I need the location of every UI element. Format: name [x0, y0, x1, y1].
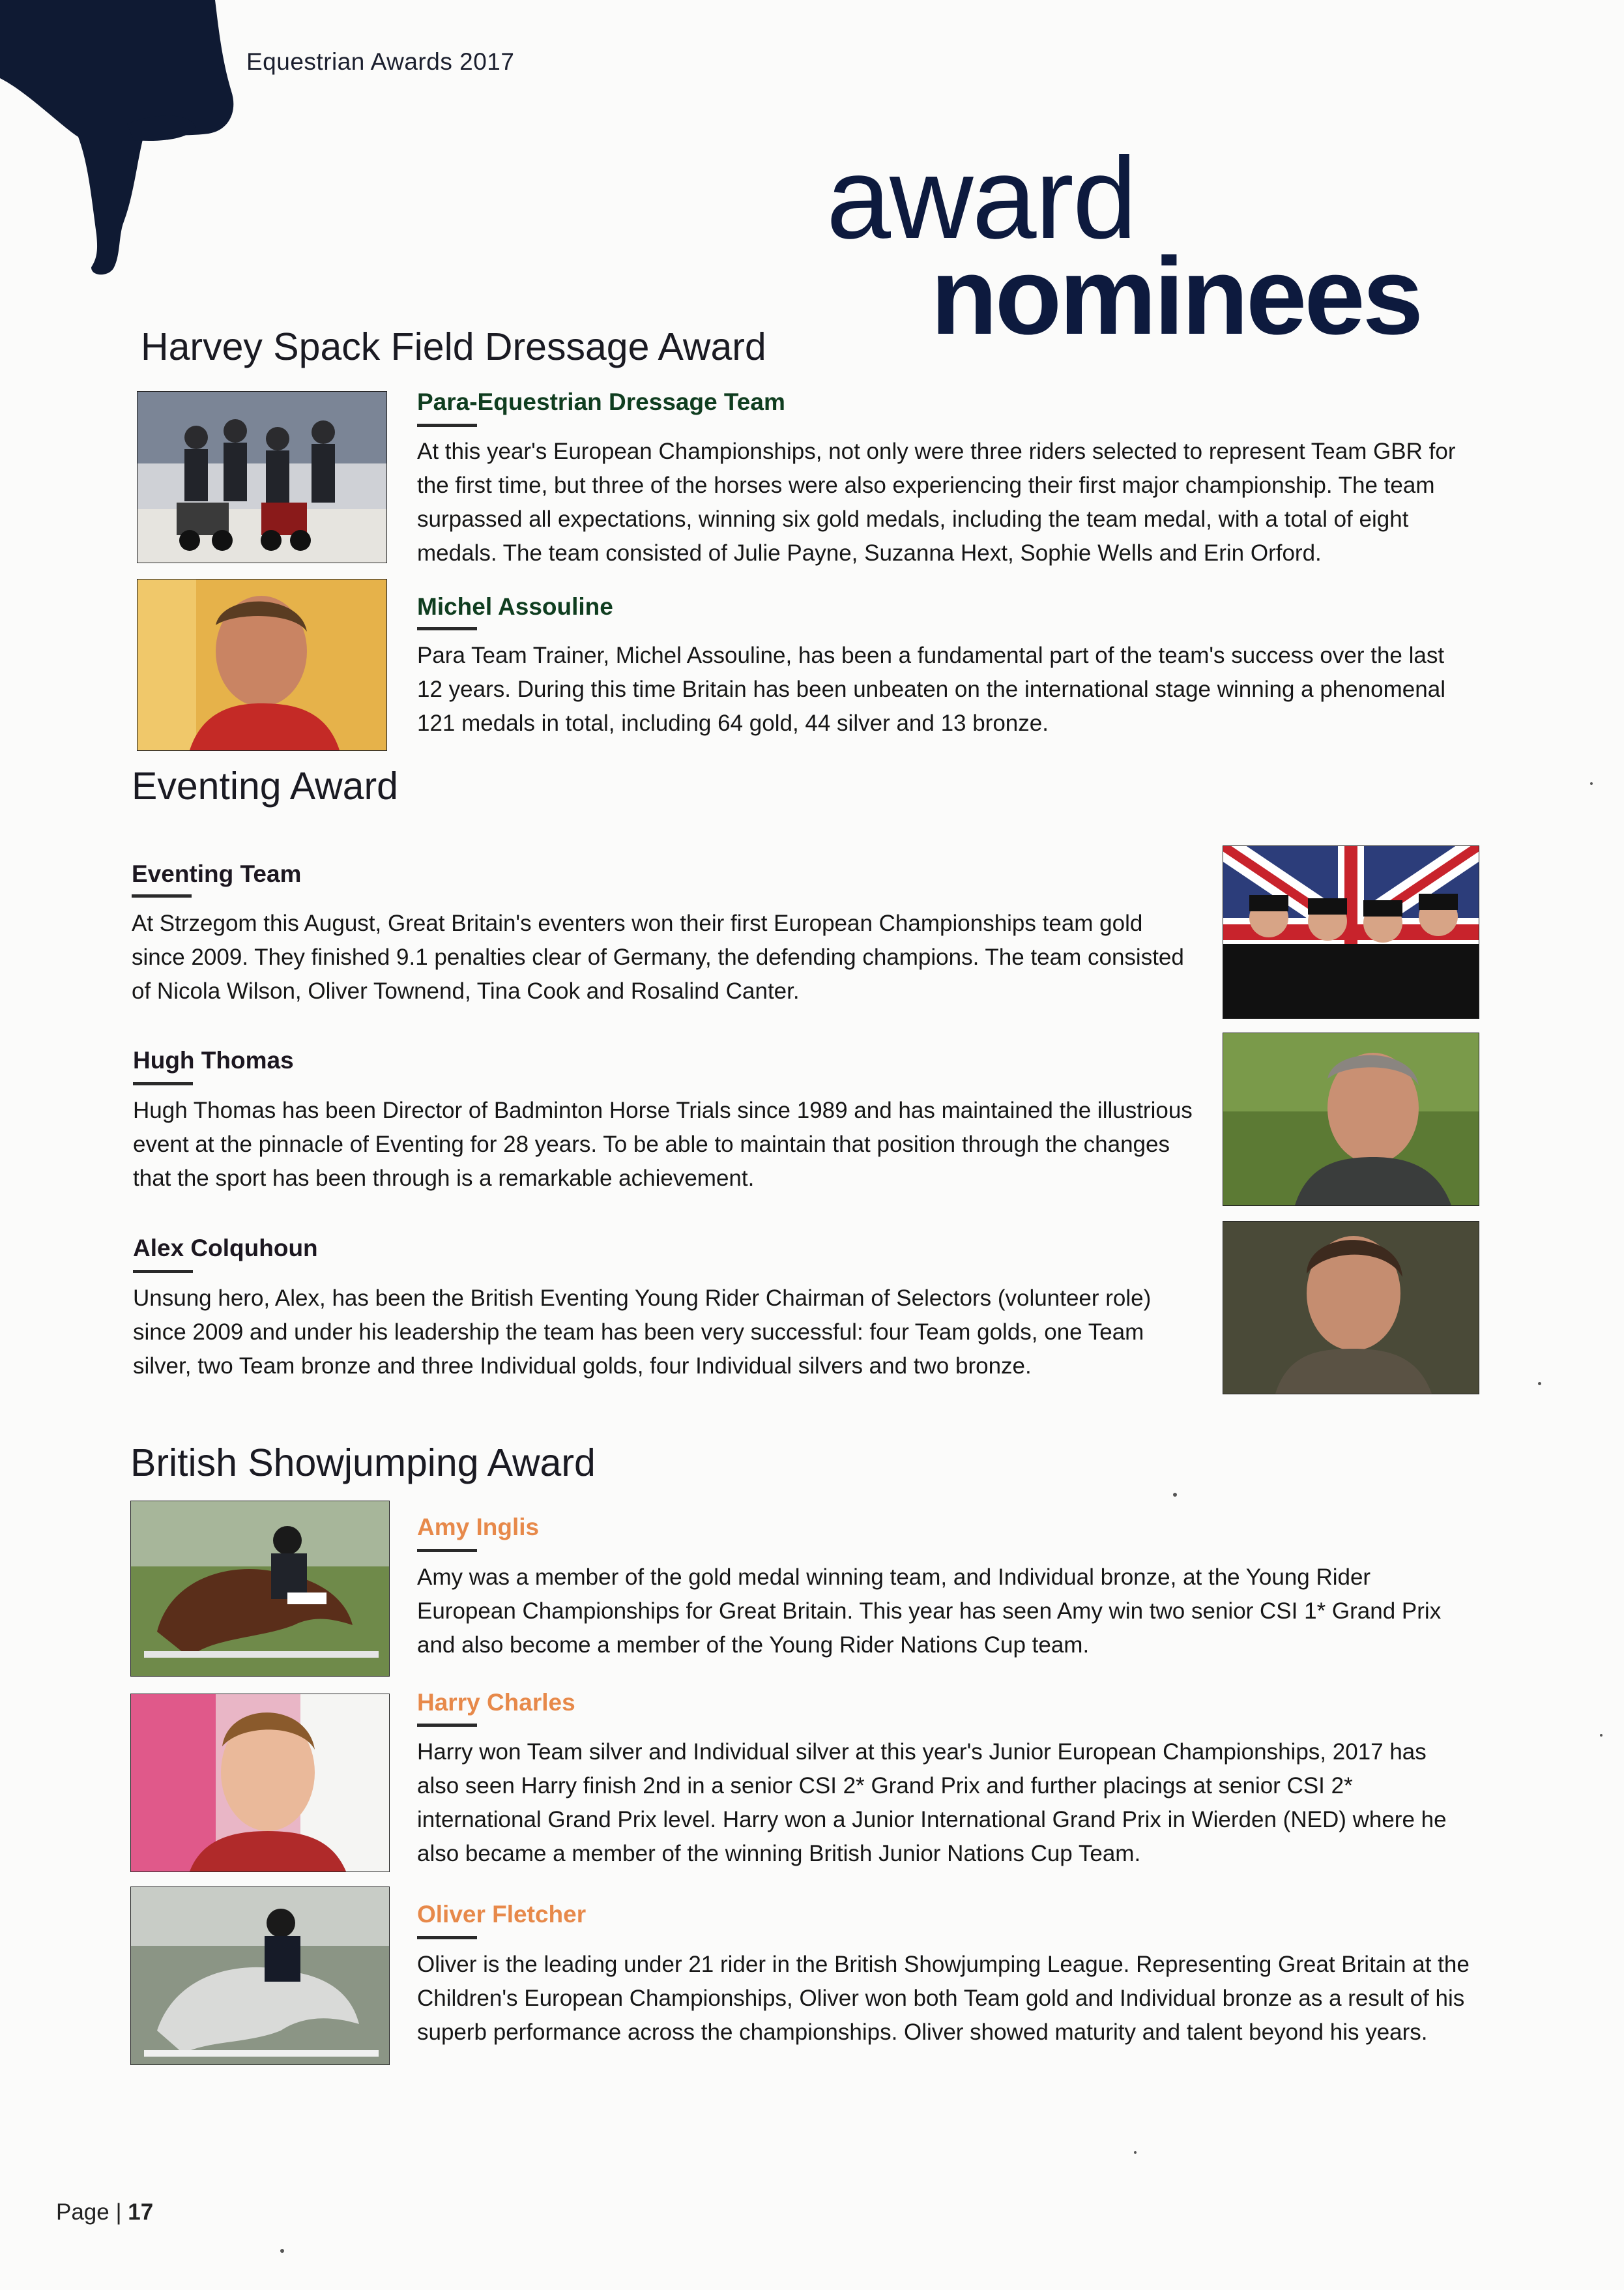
scan-speck — [1600, 1734, 1602, 1737]
publication-title: Equestrian Awards 2017 — [246, 48, 515, 75]
nominee-name-oliver-fletcher: Oliver Fletcher — [417, 1901, 587, 1928]
nominee-description-michel-assouline: Para Team Trainer, Michel Assouline, has been a fundamental part of the team's success over the last 12 years. During this time Britain has been unbeaten on the international stage winning a phenomenal 121 medals in total, including 64 gold, 44 silver and 13 bronze. — [417, 643, 1445, 736]
scan-speck — [280, 2249, 284, 2253]
photo-para-dressage-team — [137, 391, 387, 563]
name-underline — [417, 1549, 477, 1552]
nominee-description-oliver-fletcher: Oliver is the leading under 21 rider in the British Showjumping League. Representing Great Britain at the Children's European Championships, Oliver won both Team gold and Individual bronze as a result of his superb performance across the championships. Oliver showed maturity and talent beyond his years. — [417, 1952, 1470, 2045]
photo-michel-assouline — [137, 579, 387, 751]
page-title-line2: nominees — [931, 235, 1421, 357]
name-underline — [417, 424, 477, 427]
section-title-eventing: Eventing Award — [132, 765, 398, 808]
nominee-description-alex-colquhoun: Unsung hero, Alex, has been the British Eventing Young Rider Chairman of Selectors (volunteer role) since 2009 and under his leadership the team has been very successful: four Team golds, one Team silver, two Team bronze and three Individual golds, four Individual silvers and two bronze. — [133, 1285, 1152, 1379]
name-underline — [417, 1936, 477, 1939]
name-underline — [132, 894, 192, 898]
photo-oliver-fletcher — [130, 1886, 390, 2065]
nominee-name-harry-charles: Harry Charles — [417, 1689, 575, 1716]
scan-speck — [1134, 2151, 1137, 2154]
name-underline — [417, 1724, 477, 1727]
scan-speck — [1590, 782, 1593, 785]
page-number-value: 17 — [128, 2199, 154, 2225]
nominee-name-hugh-thomas: Hugh Thomas — [133, 1047, 294, 1074]
page-label: Page | — [56, 2199, 122, 2225]
section-title-dressage: Harvey Spack Field Dressage Award — [141, 325, 766, 368]
photo-alex-colquhoun — [1223, 1221, 1479, 1394]
nominee-name-para-dressage-team: Para-Equestrian Dressage Team — [417, 389, 785, 415]
page-title-line1: award — [826, 133, 1136, 263]
scan-speck — [1173, 1493, 1177, 1497]
horse-silhouette-icon — [0, 0, 248, 287]
nominee-name-alex-colquhoun: Alex Colquhoun — [133, 1235, 318, 1261]
nominee-description-hugh-thomas: Hugh Thomas has been Director of Badminton Horse Trials since 1989 and has maintained the illustrious event at the pinnacle of Eventing for 28 years. To be able to maintain that position through the changes that the sport has been through is a remarkable achievement. — [133, 1098, 1193, 1191]
nominee-description-harry-charles: Harry won Team silver and Individual silver at this year's Junior European Championships, 2017 has also seen Harry finish 2nd in a senior CSI 2* Grand Prix and further placings at senior CSI 2* international Grand Prix level. Harry won a Junior International Grand Prix in Wierden (NED) where he also became a member of the winning British Junior Nations Cup Team. — [417, 1739, 1447, 1866]
photo-amy-inglis — [130, 1501, 390, 1677]
nominee-description-para-dressage-team: At this year's European Championships, not only were three riders selected to represent Team GBR for the first time, but three of the horses were also experiencing their first major championship. The team surpassed all expectations, winning six gold medals, including the team medal, with a total of eight medals. The team consisted of Julie Payne, Suzanna Hext, Sophie Wells and Erin Orford. — [417, 439, 1456, 566]
section-title-showjumping: British Showjumping Award — [130, 1441, 596, 1484]
photo-harry-charles — [130, 1694, 390, 1872]
page-number — [56, 2199, 153, 2225]
nominee-name-eventing-team: Eventing Team — [132, 860, 302, 887]
scan-speck — [1538, 1382, 1541, 1385]
nominee-description-amy-inglis: Amy was a member of the gold medal winning team, and Individual bronze, at the Young Rider European Championships for Great Britain. This year has seen Amy win two senior CSI 1* Grand Prix and also become a member of the Young Rider Nations Cup team. — [417, 1564, 1442, 1658]
nominee-description-eventing-team: At Strzegom this August, Great Britain's eventers won their first European Championships team gold since 2009. They finished 9.1 penalties clear of Germany, the defending champions. The team consisted of Nicola Wilson, Oliver Townend, Tina Cook and Rosalind Canter. — [132, 911, 1184, 1004]
photo-hugh-thomas — [1223, 1033, 1479, 1206]
nominee-name-amy-inglis: Amy Inglis — [417, 1514, 540, 1540]
name-underline — [133, 1082, 193, 1085]
nominee-name-michel-assouline: Michel Assouline — [417, 593, 613, 620]
name-underline — [417, 627, 477, 630]
photo-eventing-team — [1223, 845, 1479, 1019]
name-underline — [133, 1270, 193, 1273]
